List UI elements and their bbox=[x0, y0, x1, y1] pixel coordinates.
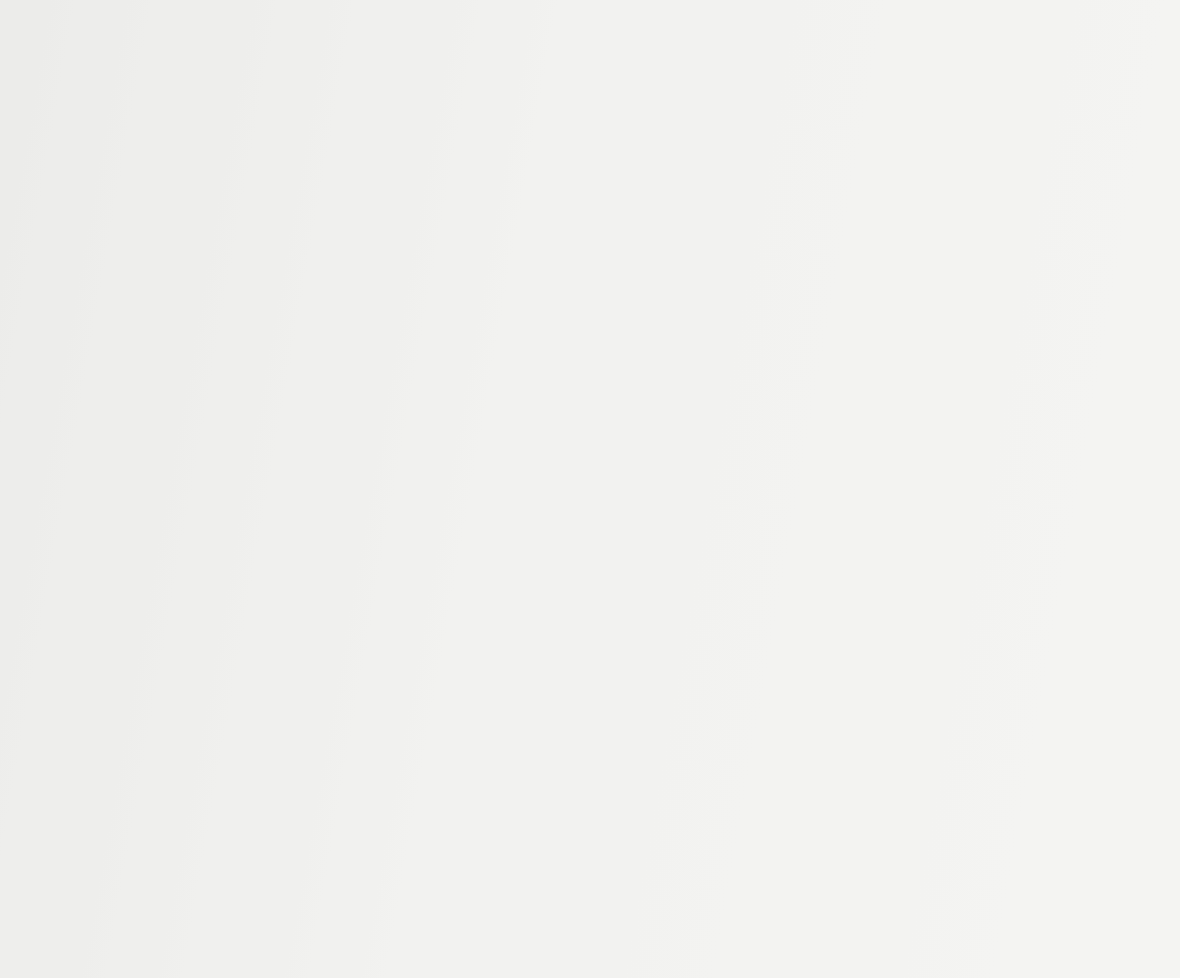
question-list bbox=[26, 600, 1166, 626]
